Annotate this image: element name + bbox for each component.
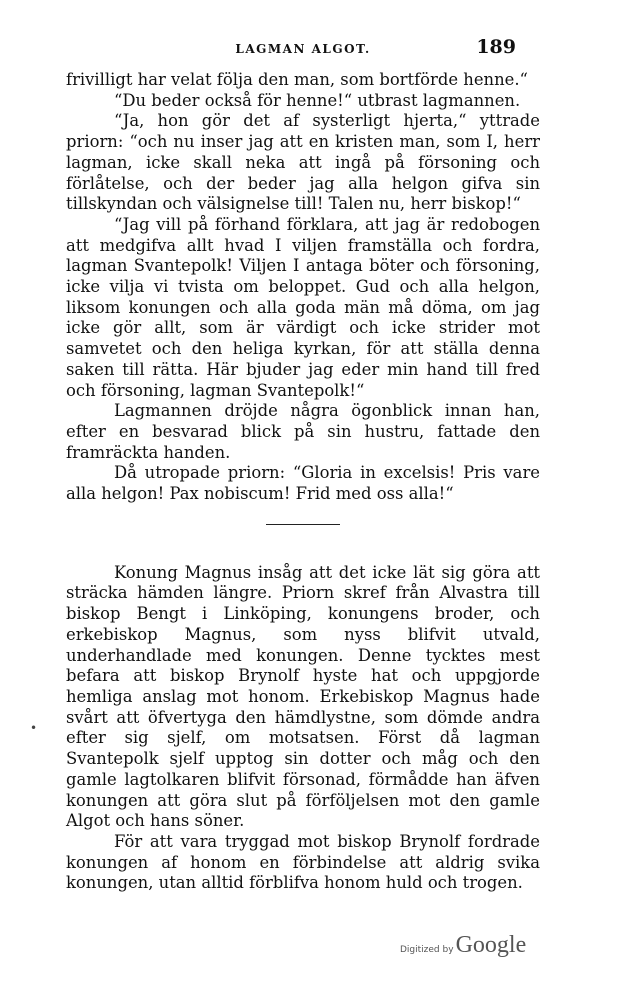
section-divider [266, 524, 340, 525]
paragraph: frivilligt har velat följa den man, som bortförde henne.“ [66, 70, 528, 89]
google-logo: Google [455, 932, 527, 958]
paragraph: “Ja, hon gör det af systerligt hjerta,“ yttrade priorn: “och nu inser jag att en kristen man, som I, herr lagman, icke skall neka att ingå på försoning och förlåtelse, och der beder jag alla helgon gifva sin tillskyndan och välsignelse till! Talen nu, herr biskop!“ [66, 111, 540, 214]
paragraph: Lagmannen dröjde några ögonblick innan han, efter en besvarad blick på sin hustru, fattade den framräckta handen. [66, 401, 540, 462]
paragraph: “Jag vill på förhand förklara, att jag är redobogen att medgifva allt hvad I viljen framställa och fordra, lagman Svantepolk! Viljen I antaga böter och försoning, icke vilja vi tvista om beloppet. Gud och alla helgon, liksom konungen och alla goda män må döma, om jag icke gör allt, som är värdigt och icke strider mot samvetet och den heliga kyrkan, för att ställa denna saken till rätta. Här bjuder jag eder min hand till fred och försoning, lagman Svantepolk!“ [66, 214, 540, 400]
page-header [66, 36, 540, 62]
page-body [66, 70, 540, 894]
digitized-watermark [400, 932, 526, 959]
paragraph: Då utropade priorn: “Gloria in excelsis! Pris vare alla helgon! Pax nobiscum! Frid med oss alla!“ [66, 463, 540, 504]
paragraph: “Du beder också för henne!“ utbrast lagmannen. [114, 90, 521, 110]
paragraph: Konung Magnus insåg att det icke lät sig göra att sträcka hämden längre. Priorn skref från Alvastra till biskop Bengt i Linköping, konungens broder, och erkebiskop Magnus, som nyss blifvit utvald, underhandlade med konungen. Denne tycktes mest befara att biskop Brynolf hyste hat och uppgjorde hemliga anslag mot honom. Erkebiskop Magnus hade svårt att öfvertyga den hämdlystne, som dömde andra efter sig sjelf, om motsatsen. Först då lagman Svantepolk sjelf upptog sin dotter och måg och den gamle lagtolkaren blifvit försonad, förmådde han äfven konungen att göra slut på förföljelsen mot den gamle Algot och hans söner. [66, 562, 540, 831]
page-number: 189 [476, 36, 516, 58]
scan-speck: • [30, 721, 38, 735]
watermark-prefix: Digitized by [400, 945, 454, 955]
paragraph: För att vara tryggad mot biskop Brynolf fordrade konungen af honom en förbindelse att aldrig svika konungen, utan alltid förblifva honom huld och trogen. [66, 831, 540, 893]
running-head: LAGMAN ALGOT. [235, 42, 371, 56]
